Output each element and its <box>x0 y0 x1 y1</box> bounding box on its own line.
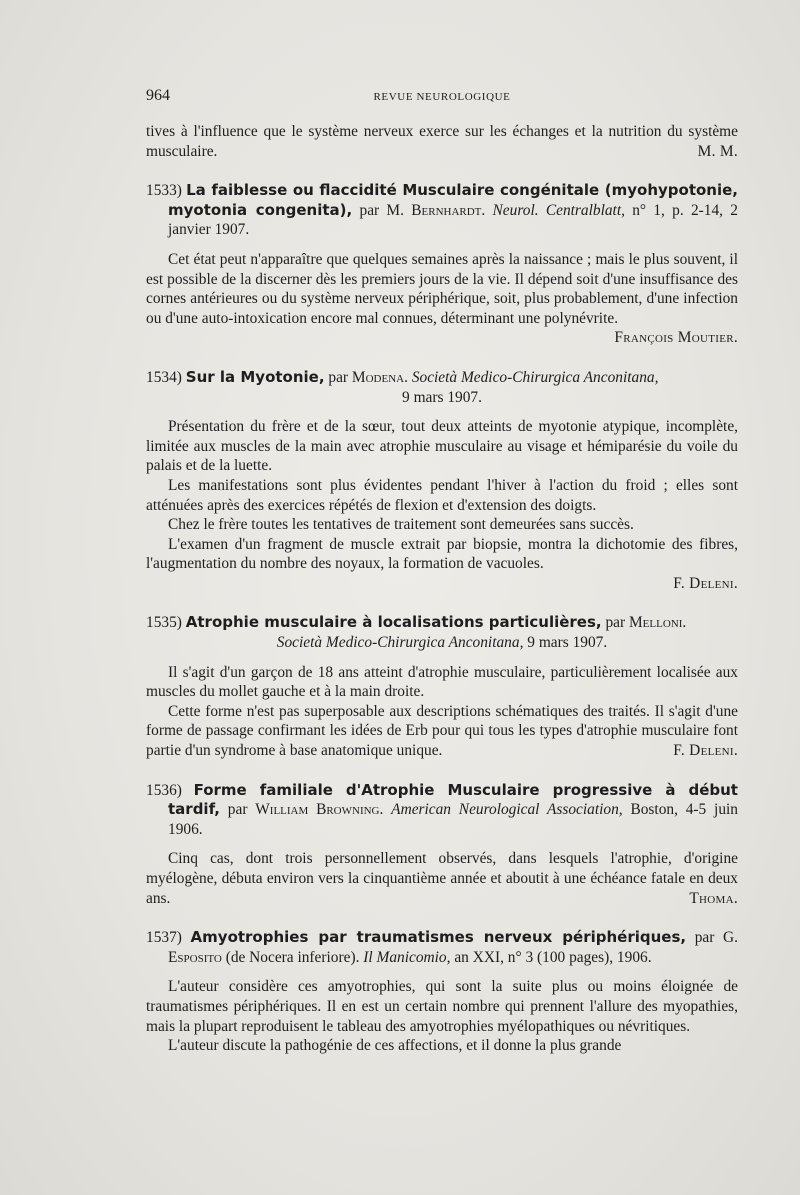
entry-paragraph: Il s'agit d'un garçon de 18 ans atteint d'atrophie musculaire, particulièrement localisée aux muscles du mollet gauche et à la main droite. <box>146 663 738 701</box>
entry-signature: François Moutier. <box>614 329 738 347</box>
entry-source: Neurol. Centralblatt, <box>492 201 625 219</box>
entry-by: par G. <box>694 929 738 947</box>
intro-paragraph <box>146 122 738 161</box>
entry-paragraph: Cinq cas, dont trois personnellement observés, dans lesquels l'atrophie, d'origine myélogène, débuta environ vers la cinquantième année et aboutit à une échéance fatale en deux ans. <box>146 850 738 907</box>
entry-heading <box>146 781 738 840</box>
entry-number: 1533) <box>146 182 182 200</box>
entry-ref: Boston, 4-5 juin 1906. <box>168 801 738 838</box>
entry-number: 1534) <box>146 368 182 386</box>
entry-author: Bernhardt <box>411 201 482 219</box>
entry-1533 <box>146 181 738 348</box>
entry-title: Sur la Myotonie, <box>185 367 325 386</box>
entry-number: 1536) <box>146 781 182 799</box>
entry-paragraph: L'examen d'un fragment de muscle extrait par biopsie, montra la dichotomie des fibres, l'augmentation du nombre des noyaux, la formation de vacuoles. <box>146 535 738 573</box>
entry-author: William Browning. <box>255 801 384 819</box>
entry-paragraph: Chez le frère toutes les tentatives de traitement sont demeurées sans succès. <box>168 516 634 534</box>
entry-source: American Neurological Association, <box>391 801 623 819</box>
entry-paragraph: Présentation du frère et de la sœur, tout deux atteints de myotonie atypique, incomplète, limitée aux muscles de la main avec atrophie musculaire au visage et hémiparésie du voile du palais et de la luette. <box>146 418 738 475</box>
entry-by: par <box>328 368 349 386</box>
entry-body <box>146 250 738 328</box>
running-header <box>146 86 738 108</box>
entry-title: Forme familiale d'Atrophie Musculaire progressive à début tardif, <box>168 780 738 819</box>
entry-signature: Thoma. <box>689 889 738 907</box>
entry-ref: 9 mars 1907. <box>402 388 482 406</box>
entry-signature: F. Deleni. <box>673 742 738 760</box>
entry-author: Modena. <box>351 368 408 386</box>
entry-by: par <box>605 614 626 632</box>
entry-number: 1537) <box>146 929 182 947</box>
entry-1535 <box>146 613 738 760</box>
entry-signature: F. Deleni. <box>673 574 738 592</box>
intro-signature: M. M. <box>697 142 738 160</box>
entry-source: Società Medico-Chirurgica Anconitana, <box>411 368 659 386</box>
entry-1534 <box>146 368 738 594</box>
intro-text: tives à l'influence que le système nerveux exerce sur les échanges et la nutrition du système musculaire. <box>146 123 738 160</box>
entry-ref: 9 mars 1907. <box>527 634 608 652</box>
entry-title: Amyotrophies par traumatismes nerveux périphériques, <box>190 928 687 947</box>
entry-ref: an XXI, n° 3 (100 pages), 1906. <box>454 948 652 966</box>
entry-by: par <box>227 801 248 819</box>
entry-paragraph: Cette forme n'est pas superposable aux descriptions schématiques des traités. Il s'agit d'une forme de passage confirmant les idées de Erb pour qui tous les types d'atrophie musculaire font partie d'un syndrome à base anatomique unique. <box>146 702 738 760</box>
entry-paragraph: Cet état peut n'apparaître que quelques semaines après la naissance ; mais le plus souvent, il est possible de la discerner dès les premiers jours de la vie. Il dépend soit d'une insuffisance des cornes antérieures ou du système nerveux périphérique, soit, plus probablement, d'une infection ou d'une auto-intoxication encore mal connues, déterminant une polynévrite. <box>146 250 738 327</box>
page-number: 964 <box>146 87 170 104</box>
entry-heading <box>146 928 738 967</box>
entry-number: 1535) <box>146 614 182 632</box>
entry-by: par M. <box>359 201 404 219</box>
entry-source-line <box>146 633 738 653</box>
entry-source: Società Medico-Chirurgica Anconitana, <box>276 634 524 652</box>
entry-heading: 1533) La faiblesse ou flaccidité Musculaire congénitale (myohypotonie, myotonia congenita), par M. Bernhardt. Neurol. Centralblatt, n° 1, p. 2-14, 2 janvier 1907. <box>146 181 738 239</box>
entry-source: Il Manicomio, <box>363 948 451 966</box>
entry-source-prefix: (de Nocera inferiore). <box>225 948 360 966</box>
entry-1537 <box>146 928 738 1056</box>
entry-ref: n° 1, p. 2-14, 2 janvier 1907. <box>168 201 738 239</box>
text-column <box>146 86 738 1056</box>
entry-heading <box>146 613 738 633</box>
entry-heading <box>146 368 738 388</box>
entry-title: Atrophie musculaire à localisations particulières, <box>185 613 602 632</box>
entry-title: La faiblesse ou flaccidité Musculaire congénitale (myohypotonie, myotonia congenita), <box>168 181 738 219</box>
journal-title: REVUE NEUROLOGIQUE <box>373 91 511 103</box>
entry-paragraph: Les manifestations sont plus évidentes pendant l'hiver à l'action du froid ; elles sont atténuées après des exercices répétés de flexion et d'extension des doigts. <box>146 476 738 514</box>
entry-author: Melloni. <box>628 614 687 632</box>
entry-author: Esposito <box>168 948 222 966</box>
entry-1536 <box>146 781 738 909</box>
entry-paragraph: L'auteur discute la pathogénie de ces affections, et il donne la plus grande <box>168 1037 622 1055</box>
entry-paragraph: L'auteur considère ces amyotrophies, qui sont la suite plus ou moins éloignée de traumatismes périphériques. Il en est un certain nombre qui prennent l'allure des myopathies, mais la plupart reproduisent le tableau des amyotrophies myélopathiques ou névritiques. <box>146 978 738 1035</box>
entry-body <box>146 417 738 574</box>
entry-body <box>146 977 738 1055</box>
